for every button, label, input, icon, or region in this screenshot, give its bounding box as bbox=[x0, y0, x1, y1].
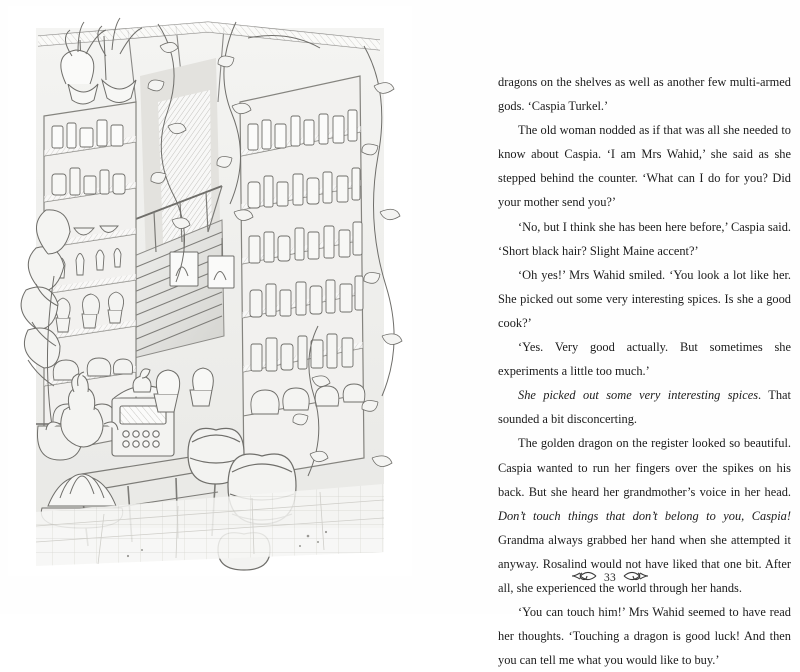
italic-run: She picked out some very interesting spices bbox=[518, 388, 759, 403]
paragraph: She picked out some very interesting spices. That sounded a bit disconcerting. bbox=[498, 388, 791, 427]
paragraph: The golden dragon on the register looked so beautiful. Caspia wanted to run her fingers over the spikes on his back. But she heard her grandmother’s voice in her head. Don’t touch things that don’t belong to you, Caspia! Grandma always grabbed her hand when she attempted it anyway. Rosalind would not have liked that one bit. After all, she experienced the world through her hands. bbox=[498, 436, 791, 595]
flourish-left-icon bbox=[571, 570, 597, 586]
italic-run: Don’t touch things that don’t belong to you, Caspia! bbox=[498, 508, 791, 523]
folio bbox=[420, 570, 800, 586]
spice-shop-interior-illustration bbox=[8, 6, 412, 576]
paragraph: ‘No, but I think she has been here before,’ Caspia said. ‘Short black hair? Slight Maine accent?’ bbox=[498, 219, 791, 258]
page-left-illustration bbox=[0, 0, 420, 614]
paragraph: ‘You can touch him!’ Mrs Wahid seemed to have read her thoughts. ‘Touching a dragon is good luck! And then you can tell me what you would like to buy.’ bbox=[498, 605, 791, 668]
flourish-right-icon bbox=[623, 570, 649, 586]
paragraph: dragons on the shelves as well as another few multi-armed gods. ‘Caspia Turkel.’ bbox=[498, 75, 791, 114]
paragraph: ‘Oh yes!’ Mrs Wahid smiled. ‘You look a lot like her. She picked out some very interesting spices. Is she a good cook?’ bbox=[498, 267, 791, 330]
paragraph: ‘Yes. Very good actually. But sometimes she experiments a little too much.’ bbox=[498, 340, 791, 379]
paragraph: The old woman nodded as if that was all she needed to know about Caspia. ‘I am Mrs Wahid,’ she said as she stepped behind the counter. ‘What can I do for you? Did your mother send you?’ bbox=[498, 123, 791, 210]
page-number: 33 bbox=[603, 572, 617, 584]
page-right-text bbox=[420, 0, 800, 668]
